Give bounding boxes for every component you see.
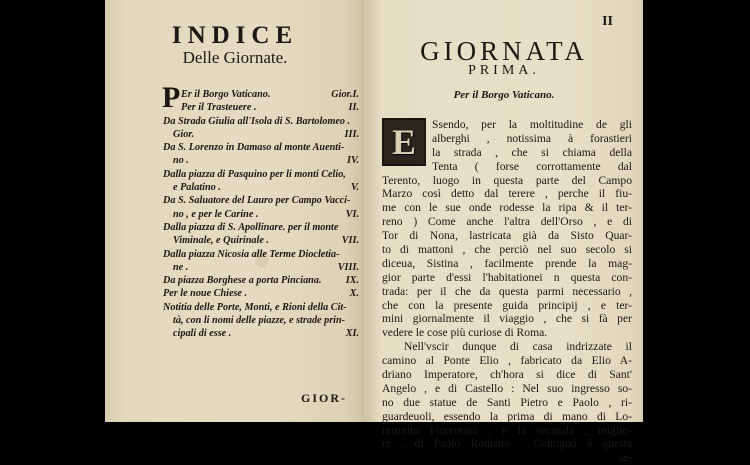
index-entry <box>163 115 359 128</box>
index-entry-number <box>355 141 359 154</box>
index-entry-text: Da piazza Borghese a porta Pinciana. <box>163 275 322 287</box>
body-line: Terento, luogo in questa parte del Campo <box>382 173 632 187</box>
body-line: driano Imperatore, ch'hora si dice di Sant' <box>382 368 632 382</box>
section-heading: Per il Borgo Vaticano. <box>453 89 555 101</box>
body-line: Angelo , e di Castello : Nel suo ingresso so- <box>382 381 632 395</box>
body-line: to di mattoni , che perciò nel suo secolo si <box>382 243 632 257</box>
index-entry-number: II. <box>348 102 359 114</box>
chapter-subtitle: PRIMA. <box>468 63 540 78</box>
index-entry-text: no . <box>173 155 189 167</box>
index-entry-number <box>355 221 359 234</box>
index-entry-number: X. <box>349 288 359 300</box>
right-page <box>365 0 643 465</box>
index-entry-number: Gior.I. <box>331 89 359 100</box>
body-line: re , di Paolo Romano . Contiguo à questa <box>382 437 632 451</box>
index-entry <box>163 274 359 287</box>
body-line: reno ) Come anche l'altra dell'Orso , e di <box>382 215 632 229</box>
index-entry-text: cipali di esse . <box>173 328 232 340</box>
index-entry <box>163 327 359 340</box>
body-text <box>382 118 632 465</box>
index-entry-number: VII. <box>341 235 359 247</box>
index-entry <box>163 301 359 314</box>
body-line: Tenta ( forse corrottamente dal <box>432 159 632 173</box>
body-line: renzetto Fiorentino , e la seconda , miglio- <box>382 423 632 437</box>
body-line: che con la presente guida principij , e ter- <box>382 298 632 312</box>
index-entry-number: VIII. <box>337 261 359 273</box>
body-line: trada: per il che da questa parmi necessario , <box>382 284 632 298</box>
index-entry-text: Viminale, e Quirinale . <box>173 235 269 247</box>
index-entry <box>163 128 359 141</box>
index-entry-text: no , e per le Carine . <box>173 208 259 220</box>
index-entry-text: Per il Trasteuere . <box>181 102 257 114</box>
page-number: II <box>602 14 613 29</box>
index-entry <box>163 261 359 274</box>
body-line: Nell'vscir dunque di casa indrizzate il <box>404 340 632 354</box>
index-entry <box>163 181 359 194</box>
index-list <box>163 88 359 341</box>
chapter-title: GIORNATA <box>420 36 588 66</box>
body-line: me con le sue onde rodesse la ripa & il ter- <box>382 201 632 215</box>
index-entry-number: IX. <box>345 275 359 287</box>
index-entry <box>163 221 359 234</box>
index-entry-text: e Palatino . <box>173 182 221 194</box>
drop-cap-letter: E <box>391 122 416 162</box>
body-line: Marzo così detto dal terere , perche il fiu- <box>382 187 632 201</box>
index-entry-text: Dalla piazza Nicosia alle Terme Diocletia- <box>163 248 340 260</box>
body-line: guardeuoli, essendo la prima di mano di Lo- <box>382 409 632 423</box>
index-entry-number: IV. <box>347 155 359 167</box>
index-entry <box>163 314 359 327</box>
index-entry-text: Da S. Saluatore del Lauro per Campo Vacci- <box>163 195 351 207</box>
index-entry-number: V. <box>350 182 359 194</box>
body-line: diceua, Sistina , facilmente prende la mag- <box>382 256 632 270</box>
body-line: alberghi , notissima à forastieri <box>432 131 632 145</box>
index-entry-number: XI. <box>345 328 359 340</box>
index-subtitle: Delle Giornate. <box>182 48 288 67</box>
index-entry-text: Da S. Lorenzo in Damaso al monte Auenti- <box>163 142 345 154</box>
index-entry <box>163 194 359 207</box>
index-entry-text: Per le noue Chiese . <box>163 288 248 300</box>
body-line: mini giornalmente il viaggio , che si fà per <box>382 312 632 326</box>
index-entry <box>163 168 359 181</box>
body-line: vedere le cose più curiose di Roma. <box>382 326 548 340</box>
index-entry-number: III. <box>344 128 359 140</box>
index-entry-number <box>355 168 359 181</box>
left-page <box>105 0 365 422</box>
index-entry <box>163 154 359 167</box>
index-entry-text: Er il Borgo Vaticano. <box>181 89 271 100</box>
index-entry <box>163 88 359 101</box>
index-entry-text: ne . <box>173 261 189 273</box>
index-entry-text: Gior. <box>173 128 195 140</box>
index-entry-text: tà, con li nomi delle piazze, e strade prin- <box>173 315 346 327</box>
body-line: no due statue de Santi Pietro e Paolo , ri- <box>382 395 632 409</box>
index-entry <box>163 248 359 261</box>
body-line: la strada , che si chiama della <box>432 145 632 159</box>
index-entry-number <box>355 301 359 314</box>
index-entry <box>163 101 359 114</box>
index-entry <box>163 287 359 300</box>
body-line: Ssendo, per la moltitudine de gli <box>432 118 632 131</box>
body-line: se- <box>618 451 632 465</box>
body-line: gior parte d'essi l'habitationei n questa con- <box>382 270 632 284</box>
catchword: GIOR- <box>301 391 347 405</box>
index-entry-number <box>355 115 359 128</box>
index-entry-text: Dalla piazza di S. Apollinare. per il monte <box>163 221 339 233</box>
book-spread <box>105 0 643 465</box>
index-entry-text: Dalla piazza di Pasquino per li monti Celio, <box>163 168 346 180</box>
index-entry <box>163 208 359 221</box>
index-title: INDICE <box>171 22 299 49</box>
index-entry-number <box>355 194 359 207</box>
index-entry-number: VI. <box>345 208 359 220</box>
index-entry-text: Notitia delle Porte, Monti, e Rioni della Cit- <box>163 301 347 313</box>
index-entry-number <box>355 248 359 261</box>
index-entry <box>163 234 359 247</box>
index-entry-number <box>355 314 359 327</box>
index-drop-letter: P <box>162 81 181 114</box>
index-entry-text: Da Strada Giulia all'Isola di S. Bartolomeo . <box>163 115 351 127</box>
body-line: camino al Ponte Elio , fabricato da Elio A- <box>382 354 632 368</box>
body-line: Tor di Nona, lastricata già da Sisto Quar- <box>382 229 632 243</box>
index-entry <box>163 141 359 154</box>
